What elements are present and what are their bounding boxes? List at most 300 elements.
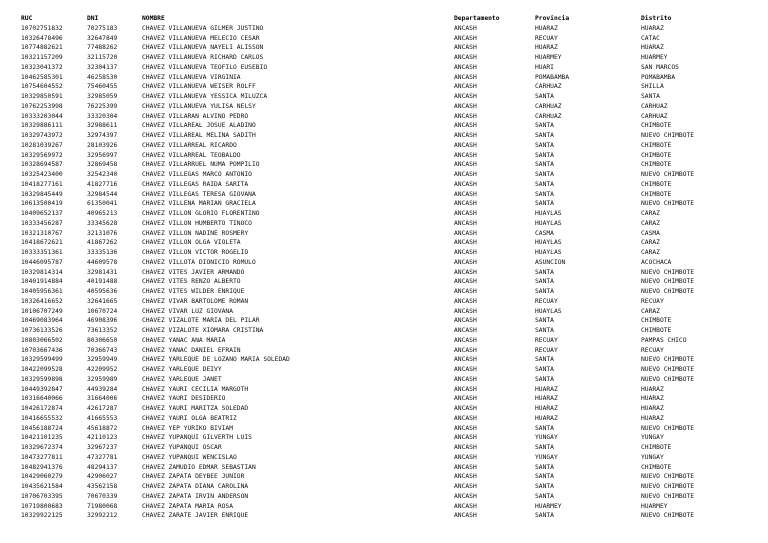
nombre-cell: CHAVEZ VILLAREAL MELINA SADITH bbox=[142, 132, 256, 139]
ruc-cell: 10456188724 bbox=[21, 424, 63, 432]
distrito-cell: CHIMBOTE bbox=[641, 317, 672, 325]
nombre-cell: CHAVEZ VILLON GLORIO FLORENTINO bbox=[142, 210, 260, 217]
distrito-cell: HUARAZ bbox=[641, 385, 664, 393]
distrito-cell: NUEVO CHIMBOTE bbox=[641, 483, 695, 490]
dni-cell: 32647849 bbox=[87, 34, 118, 42]
distrito-cell: RECUAY bbox=[641, 297, 664, 305]
ruc-cell: 10329850591 bbox=[21, 93, 63, 100]
provincia-cell: SANTA bbox=[535, 180, 554, 188]
nombre-cell: CHAVEZ YANAC ANA MARIA bbox=[142, 336, 226, 344]
distrito-cell: NUEVO CHIMBOTE bbox=[641, 132, 695, 139]
ruc-cell: 10703667436 bbox=[21, 346, 63, 354]
distrito-cell: HUARMEY bbox=[641, 54, 668, 61]
nombre-cell: CHAVEZ VILLANUEVA NAYELI ALISSON bbox=[142, 44, 264, 52]
distrito-cell: NUEVO CHIMBOTE bbox=[641, 278, 695, 286]
nombre-cell: CHAVEZ VILLON NADINE ROSMERY bbox=[142, 229, 249, 237]
provincia-cell: SANTA bbox=[535, 161, 554, 169]
departamento-cell: ANCASH bbox=[454, 453, 477, 461]
provincia-cell: YUNGAY bbox=[535, 453, 558, 461]
table-row bbox=[21, 238, 741, 248]
provincia-cell: SANTA bbox=[535, 200, 554, 208]
provincia-cell: HUARAZ bbox=[535, 24, 558, 32]
distrito-cell: HUARAZ bbox=[641, 44, 664, 52]
departamento-cell: ANCASH bbox=[454, 249, 477, 256]
provincia-cell: CARHUAZ bbox=[535, 83, 562, 91]
ruc-cell: 10719800683 bbox=[21, 502, 63, 510]
table-row bbox=[21, 482, 741, 492]
table-row bbox=[21, 463, 741, 473]
provincia-cell: SANTA bbox=[535, 473, 554, 481]
nombre-cell: CHAVEZ YUPANQUI GILVERTH LUIS bbox=[142, 434, 252, 442]
column-header-nombre: NOMBRE bbox=[142, 15, 165, 22]
distrito-cell: CHIMBOTE bbox=[641, 327, 672, 334]
ruc-cell: 10401914884 bbox=[21, 278, 63, 286]
table-row bbox=[21, 229, 741, 239]
ruc-cell: 10329599898 bbox=[21, 375, 63, 383]
table-row bbox=[21, 209, 741, 219]
dni-cell: 40595636 bbox=[87, 288, 118, 295]
ruc-cell: 10329743972 bbox=[21, 132, 63, 139]
dni-cell: 42906027 bbox=[87, 473, 118, 481]
table-row bbox=[21, 433, 741, 443]
departamento-cell: ANCASH bbox=[454, 44, 477, 52]
dni-cell: 41665553 bbox=[87, 414, 118, 422]
provincia-cell: YUNGAY bbox=[535, 434, 558, 442]
provincia-cell: HUARAZ bbox=[535, 385, 558, 393]
provincia-cell: HUARI bbox=[535, 63, 554, 71]
distrito-cell: NUEVO CHIMBOTE bbox=[641, 512, 695, 520]
ruc-cell: 10405956361 bbox=[21, 288, 63, 295]
table-row bbox=[21, 472, 741, 482]
dni-cell: 31664006 bbox=[87, 395, 118, 403]
distrito-cell: PAMPAS CHICO bbox=[641, 336, 687, 344]
provincia-cell: HUAYLAS bbox=[535, 307, 562, 315]
table-row bbox=[21, 365, 741, 375]
ruc-cell: 10803066502 bbox=[21, 336, 63, 344]
table-row bbox=[21, 258, 741, 268]
dni-cell: 32981431 bbox=[87, 268, 118, 276]
provincia-cell: SANTA bbox=[535, 190, 554, 198]
dni-cell: 32542340 bbox=[87, 171, 118, 178]
ruc-cell: 10409652137 bbox=[21, 210, 63, 217]
provincia-cell: SANTA bbox=[535, 268, 554, 276]
dni-cell: 32959989 bbox=[87, 375, 118, 383]
departamento-cell: ANCASH bbox=[454, 317, 477, 325]
table-row bbox=[21, 424, 741, 434]
provincia-cell: HUAYLAS bbox=[535, 249, 562, 256]
nombre-cell: CHAVEZ VILLON OLGA VIOLETA bbox=[142, 239, 241, 247]
nombre-cell: CHAVEZ VILLOTA DIONICIO ROMULO bbox=[142, 258, 256, 266]
provincia-cell: SANTA bbox=[535, 356, 554, 364]
departamento-cell: ANCASH bbox=[454, 278, 477, 286]
provincia-cell: CARHUAZ bbox=[535, 112, 562, 120]
dni-cell: 44939284 bbox=[87, 385, 118, 393]
nombre-cell: CHAVEZ YUPANQUI WENCISLAO bbox=[142, 453, 237, 461]
dni-cell: 73613352 bbox=[87, 327, 118, 334]
distrito-cell: HUARMEY bbox=[641, 502, 668, 510]
table-row bbox=[21, 160, 741, 170]
ruc-cell: 10449392847 bbox=[21, 385, 63, 393]
nombre-cell: CHAVEZ ZAPATA IRVIN ANDERSON bbox=[142, 492, 249, 500]
table-row bbox=[21, 141, 741, 151]
nombre-cell: CHAVEZ VILLANUEVA YULISA NELSY bbox=[142, 102, 256, 110]
provincia-cell: SANTA bbox=[535, 93, 554, 100]
departamento-cell: ANCASH bbox=[454, 288, 477, 295]
column-header-provincia: Provincia bbox=[535, 15, 570, 22]
provincia-cell: SANTA bbox=[535, 327, 554, 334]
departamento-cell: ANCASH bbox=[454, 375, 477, 383]
provincia-cell: SANTA bbox=[535, 483, 554, 490]
nombre-cell: CHAVEZ YAURI OLGA BEATRIZ bbox=[142, 414, 237, 422]
provincia-cell: SANTA bbox=[535, 151, 554, 159]
departamento-cell: ANCASH bbox=[454, 463, 477, 471]
distrito-cell: NUEVO CHIMBOTE bbox=[641, 424, 695, 432]
departamento-cell: ANCASH bbox=[454, 268, 477, 276]
departamento-cell: ANCASH bbox=[454, 122, 477, 130]
table-row bbox=[21, 180, 741, 190]
provincia-cell: CASMA bbox=[535, 229, 554, 237]
distrito-cell: CHIMBOTE bbox=[641, 190, 672, 198]
distrito-cell: NUEVO CHIMBOTE bbox=[641, 366, 695, 373]
provincia-cell: SANTA bbox=[535, 492, 554, 500]
provincia-cell: HUARAZ bbox=[535, 395, 558, 403]
distrito-cell: CASMA bbox=[641, 229, 660, 237]
table-row bbox=[21, 385, 741, 395]
ruc-cell: 10462585301 bbox=[21, 73, 63, 81]
distrito-cell: NUEVO CHIMBOTE bbox=[641, 375, 695, 383]
distrito-cell: CHIMBOTE bbox=[641, 444, 672, 451]
distrito-cell: CHIMBOTE bbox=[641, 180, 672, 188]
dni-cell: 32304137 bbox=[87, 63, 118, 71]
table-row bbox=[21, 170, 741, 180]
departamento-cell: ANCASH bbox=[454, 297, 477, 305]
dni-cell: 70366743 bbox=[87, 346, 118, 354]
ruc-cell: 10329599499 bbox=[21, 356, 63, 364]
dni-cell: 33335136 bbox=[87, 249, 118, 256]
provincia-cell: CARHUAZ bbox=[535, 102, 562, 110]
provincia-cell: SANTA bbox=[535, 288, 554, 295]
ruc-cell: 10706703395 bbox=[21, 492, 63, 500]
provincia-cell: SANTA bbox=[535, 317, 554, 325]
provincia-cell: HUARAZ bbox=[535, 44, 558, 52]
provincia-cell: SANTA bbox=[535, 366, 554, 373]
ruc-cell: 10329814314 bbox=[21, 268, 63, 276]
ruc-cell: 10326478496 bbox=[21, 34, 63, 42]
distrito-cell: NUEVO CHIMBOTE bbox=[641, 268, 695, 276]
departamento-cell: ANCASH bbox=[454, 83, 477, 91]
distrito-cell: ACOCHACA bbox=[641, 258, 672, 266]
provincia-cell: HUARMEY bbox=[535, 54, 562, 61]
nombre-cell: CHAVEZ VILLON VICTOR ROGELIO bbox=[142, 249, 249, 256]
table-row bbox=[21, 297, 741, 307]
provincia-cell: SANTA bbox=[535, 512, 554, 520]
departamento-cell: ANCASH bbox=[454, 190, 477, 198]
provincia-cell: SANTA bbox=[535, 424, 554, 432]
ruc-cell: 10325423400 bbox=[21, 171, 63, 178]
nombre-cell: CHAVEZ YAURI CECILIA MARGOTH bbox=[142, 385, 249, 393]
table-row bbox=[21, 287, 741, 297]
dni-cell: 32956997 bbox=[87, 151, 118, 159]
header-row bbox=[21, 14, 741, 24]
ruc-cell: 10333456287 bbox=[21, 219, 63, 227]
provincia-cell: RECUAY bbox=[535, 34, 558, 42]
provincia-cell: SANTA bbox=[535, 278, 554, 286]
nombre-cell: CHAVEZ VILLANUEVA RICHARD CARLOS bbox=[142, 54, 264, 61]
nombre-cell: CHAVEZ VILLANUEVA YESSICA MILUZCA bbox=[142, 93, 268, 100]
ruc-cell: 10329886111 bbox=[21, 122, 63, 130]
departamento-cell: ANCASH bbox=[454, 258, 477, 266]
distrito-cell: NUEVO CHIMBOTE bbox=[641, 473, 695, 481]
distrito-cell: CHIMBOTE bbox=[641, 122, 672, 130]
distrito-cell: CHIMBOTE bbox=[641, 151, 672, 159]
distrito-cell: HUARAZ bbox=[641, 395, 664, 403]
provincia-cell: RECUAY bbox=[535, 297, 558, 305]
ruc-cell: 10426172874 bbox=[21, 405, 63, 412]
dni-cell: 32869458 bbox=[87, 161, 118, 169]
nombre-cell: CHAVEZ VIVAR BARTOLOME ROMAN bbox=[142, 297, 249, 305]
dni-cell: 32988611 bbox=[87, 122, 118, 130]
nombre-cell: CHAVEZ YUPANQUI OSCAR bbox=[142, 444, 222, 451]
departamento-cell: ANCASH bbox=[454, 180, 477, 188]
nombre-cell: CHAVEZ ZAPATA MARIA ROSA bbox=[142, 502, 233, 510]
provincia-cell: SANTA bbox=[535, 463, 554, 471]
provincia-cell: HUARMEY bbox=[535, 502, 562, 510]
ruc-cell: 10754604552 bbox=[21, 83, 63, 91]
dni-cell: 10670724 bbox=[87, 307, 118, 315]
nombre-cell: CHAVEZ VIVAR LUZ GIOVANA bbox=[142, 307, 233, 315]
ruc-cell: 10329845449 bbox=[21, 190, 63, 198]
distrito-cell: CARHUAZ bbox=[641, 112, 668, 120]
dni-cell: 75460455 bbox=[87, 83, 118, 91]
table-row bbox=[21, 24, 741, 34]
ruc-cell: 10329569972 bbox=[21, 151, 63, 159]
ruc-cell: 10321157209 bbox=[21, 54, 63, 61]
ruc-cell: 10446095787 bbox=[21, 258, 63, 266]
dni-cell: 45618872 bbox=[87, 424, 118, 432]
departamento-cell: ANCASH bbox=[454, 73, 477, 81]
table-row bbox=[21, 511, 741, 521]
departamento-cell: ANCASH bbox=[454, 200, 477, 208]
distrito-cell: RECUAY bbox=[641, 346, 664, 354]
registry-table bbox=[21, 14, 741, 521]
table-row bbox=[21, 443, 741, 453]
table-row bbox=[21, 190, 741, 200]
dni-cell: 41867262 bbox=[87, 239, 118, 247]
departamento-cell: ANCASH bbox=[454, 405, 477, 412]
table-row bbox=[21, 121, 741, 131]
nombre-cell: CHAVEZ VILLARREAL RICARDO bbox=[142, 141, 237, 149]
dni-cell: 32131076 bbox=[87, 229, 118, 237]
ruc-cell: 10762253998 bbox=[21, 102, 63, 110]
nombre-cell: CHAVEZ VILLENA MARIAN GRACIELA bbox=[142, 200, 256, 208]
nombre-cell: CHAVEZ VILLANUEVA WEISER ROLFF bbox=[142, 83, 256, 91]
distrito-cell: YUNGAY bbox=[641, 434, 664, 442]
departamento-cell: ANCASH bbox=[454, 24, 477, 32]
distrito-cell: HUARAZ bbox=[641, 414, 664, 422]
departamento-cell: ANCASH bbox=[454, 171, 477, 178]
distrito-cell: CATAC bbox=[641, 34, 660, 42]
nombre-cell: CHAVEZ YARLEQUE JANET bbox=[142, 375, 222, 383]
provincia-cell: HUARAZ bbox=[535, 405, 558, 412]
provincia-cell: SANTA bbox=[535, 444, 554, 451]
dni-cell: 46258530 bbox=[87, 73, 118, 81]
ruc-cell: 10326416652 bbox=[21, 297, 63, 305]
ruc-cell: 10774882621 bbox=[21, 44, 63, 52]
table-row bbox=[21, 43, 741, 53]
provincia-cell: RECUAY bbox=[535, 346, 558, 354]
ruc-cell: 10473277811 bbox=[21, 453, 63, 461]
departamento-cell: ANCASH bbox=[454, 434, 477, 442]
provincia-cell: SANTA bbox=[535, 375, 554, 383]
provincia-cell: SANTA bbox=[535, 171, 554, 178]
departamento-cell: ANCASH bbox=[454, 161, 477, 169]
distrito-cell: CHIMBOTE bbox=[641, 161, 672, 169]
distrito-cell: NUEVO CHIMBOTE bbox=[641, 356, 695, 364]
dni-cell: 28103926 bbox=[87, 141, 118, 149]
table-row bbox=[21, 492, 741, 502]
departamento-cell: ANCASH bbox=[454, 512, 477, 520]
ruc-cell: 10429060279 bbox=[21, 473, 63, 481]
dni-cell: 40965213 bbox=[87, 210, 118, 217]
table-row bbox=[21, 355, 741, 365]
table-row bbox=[21, 316, 741, 326]
column-header-departamento: Departamento bbox=[454, 15, 500, 22]
distrito-cell: SHILLA bbox=[641, 83, 664, 91]
departamento-cell: ANCASH bbox=[454, 385, 477, 393]
departamento-cell: ANCASH bbox=[454, 473, 477, 481]
dni-cell: 32992212 bbox=[87, 512, 118, 520]
ruc-cell: 10333351361 bbox=[21, 249, 63, 256]
column-header-dni: DNI bbox=[87, 15, 99, 22]
departamento-cell: ANCASH bbox=[454, 141, 477, 149]
dni-cell: 41827716 bbox=[87, 180, 118, 188]
nombre-cell: CHAVEZ VITES RENZO ALBERTO bbox=[142, 278, 241, 286]
distrito-cell: CARAZ bbox=[641, 307, 660, 315]
table-row bbox=[21, 219, 741, 229]
distrito-cell: HUARAZ bbox=[641, 24, 664, 32]
dni-cell: 32967237 bbox=[87, 444, 118, 451]
table-row bbox=[21, 268, 741, 278]
nombre-cell: CHAVEZ YAURI MARITZA SOLEDAD bbox=[142, 405, 249, 412]
nombre-cell: CHAVEZ YARLEQUE DE LOZANO MARIA SOLEDAD bbox=[142, 356, 290, 364]
table-row bbox=[21, 53, 741, 63]
dni-cell: 42110123 bbox=[87, 434, 118, 442]
dni-cell: 43562158 bbox=[87, 483, 118, 490]
dni-cell: 70275183 bbox=[87, 24, 118, 32]
provincia-cell: HUARAZ bbox=[535, 414, 558, 422]
table-row bbox=[21, 92, 741, 102]
table-row bbox=[21, 502, 741, 512]
ruc-cell: 10418672621 bbox=[21, 239, 63, 247]
dni-cell: 33320304 bbox=[87, 112, 118, 120]
dni-cell: 32115720 bbox=[87, 54, 118, 61]
provincia-cell: HUAYLAS bbox=[535, 239, 562, 247]
provincia-cell: SANTA bbox=[535, 141, 554, 149]
table-row bbox=[21, 151, 741, 161]
distrito-cell: CARAZ bbox=[641, 219, 660, 227]
table-row bbox=[21, 82, 741, 92]
departamento-cell: ANCASH bbox=[454, 483, 477, 490]
departamento-cell: ANCASH bbox=[454, 93, 477, 100]
nombre-cell: CHAVEZ VILLANUEVA VIRGINIA bbox=[142, 73, 241, 81]
departamento-cell: ANCASH bbox=[454, 102, 477, 110]
nombre-cell: CHAVEZ ZAPATA DEYBEE JUNIOR bbox=[142, 473, 245, 481]
departamento-cell: ANCASH bbox=[454, 151, 477, 159]
dni-cell: 32974397 bbox=[87, 132, 118, 139]
departamento-cell: ANCASH bbox=[454, 327, 477, 334]
nombre-cell: CHAVEZ VIZALOTE XIOMARA CRISTINA bbox=[142, 327, 264, 334]
ruc-cell: 10422099528 bbox=[21, 366, 63, 373]
nombre-cell: CHAVEZ VILLARRUEL NUMA POMPILIO bbox=[142, 161, 260, 169]
ruc-cell: 10323041372 bbox=[21, 63, 63, 71]
nombre-cell: CHAVEZ VILLEGAS RAIDA SARITA bbox=[142, 180, 249, 188]
table-row bbox=[21, 404, 741, 414]
dni-cell: 32984544 bbox=[87, 190, 118, 198]
departamento-cell: ANCASH bbox=[454, 346, 477, 354]
nombre-cell: CHAVEZ VILLAREAL JOSUE ALADINO bbox=[142, 122, 256, 130]
table-row bbox=[21, 73, 741, 83]
departamento-cell: ANCASH bbox=[454, 63, 477, 71]
distrito-cell: YUNGAY bbox=[641, 453, 664, 461]
distrito-cell: CARHUAZ bbox=[641, 102, 668, 110]
ruc-cell: 10329922125 bbox=[21, 512, 63, 520]
nombre-cell: CHAVEZ VILLANUEVA TEOFILO EUSEBIO bbox=[142, 63, 268, 71]
departamento-cell: ANCASH bbox=[454, 356, 477, 364]
distrito-cell: NUEVO CHIMBOTE bbox=[641, 200, 695, 208]
column-header-ruc: RUC bbox=[21, 15, 33, 22]
dni-cell: 47327781 bbox=[87, 453, 118, 461]
dni-cell: 40191488 bbox=[87, 278, 118, 286]
ruc-cell: 10106707249 bbox=[21, 307, 63, 315]
departamento-cell: ANCASH bbox=[454, 219, 477, 227]
ruc-cell: 10736133526 bbox=[21, 327, 63, 334]
ruc-cell: 10421101235 bbox=[21, 434, 63, 442]
provincia-cell: ASUNCION bbox=[535, 258, 566, 266]
distrito-cell: NUEVO CHIMBOTE bbox=[641, 492, 695, 500]
ruc-cell: 10469083964 bbox=[21, 317, 63, 325]
nombre-cell: CHAVEZ ZARATE JAVIER ENRIQUE bbox=[142, 512, 249, 520]
distrito-cell: CARAZ bbox=[641, 249, 660, 256]
ruc-cell: 10416655532 bbox=[21, 414, 63, 422]
ruc-cell: 10329672374 bbox=[21, 444, 63, 451]
departamento-cell: ANCASH bbox=[454, 336, 477, 344]
nombre-cell: CHAVEZ YARLEQUE DEIVY bbox=[142, 366, 222, 373]
ruc-cell: 10418277161 bbox=[21, 180, 63, 188]
dni-cell: 61350041 bbox=[87, 200, 118, 208]
departamento-cell: ANCASH bbox=[454, 444, 477, 451]
table-row bbox=[21, 394, 741, 404]
departamento-cell: ANCASH bbox=[454, 210, 477, 217]
table-row bbox=[21, 375, 741, 385]
nombre-cell: CHAVEZ VITES JAVIER ARMANDO bbox=[142, 268, 245, 276]
nombre-cell: CHAVEZ YAURI DESIDERIO bbox=[142, 395, 226, 403]
table-row bbox=[21, 277, 741, 287]
table-row bbox=[21, 248, 741, 258]
dni-cell: 33345628 bbox=[87, 219, 118, 227]
table-row bbox=[21, 131, 741, 141]
departamento-cell: ANCASH bbox=[454, 395, 477, 403]
ruc-cell: 10281039267 bbox=[21, 141, 63, 149]
dni-cell: 42617287 bbox=[87, 405, 118, 412]
table-row bbox=[21, 63, 741, 73]
nombre-cell: CHAVEZ YANAC DANIEL EFRAIN bbox=[142, 346, 241, 354]
ruc-cell: 10328694587 bbox=[21, 161, 63, 169]
ruc-cell: 10482941376 bbox=[21, 463, 63, 471]
distrito-cell: CARAZ bbox=[641, 239, 660, 247]
nombre-cell: CHAVEZ VIZALOTE MARIA DEL PILAR bbox=[142, 317, 260, 325]
nombre-cell: CHAVEZ VILLARREAL TEOBALDO bbox=[142, 151, 241, 159]
dni-cell: 70670339 bbox=[87, 492, 118, 500]
